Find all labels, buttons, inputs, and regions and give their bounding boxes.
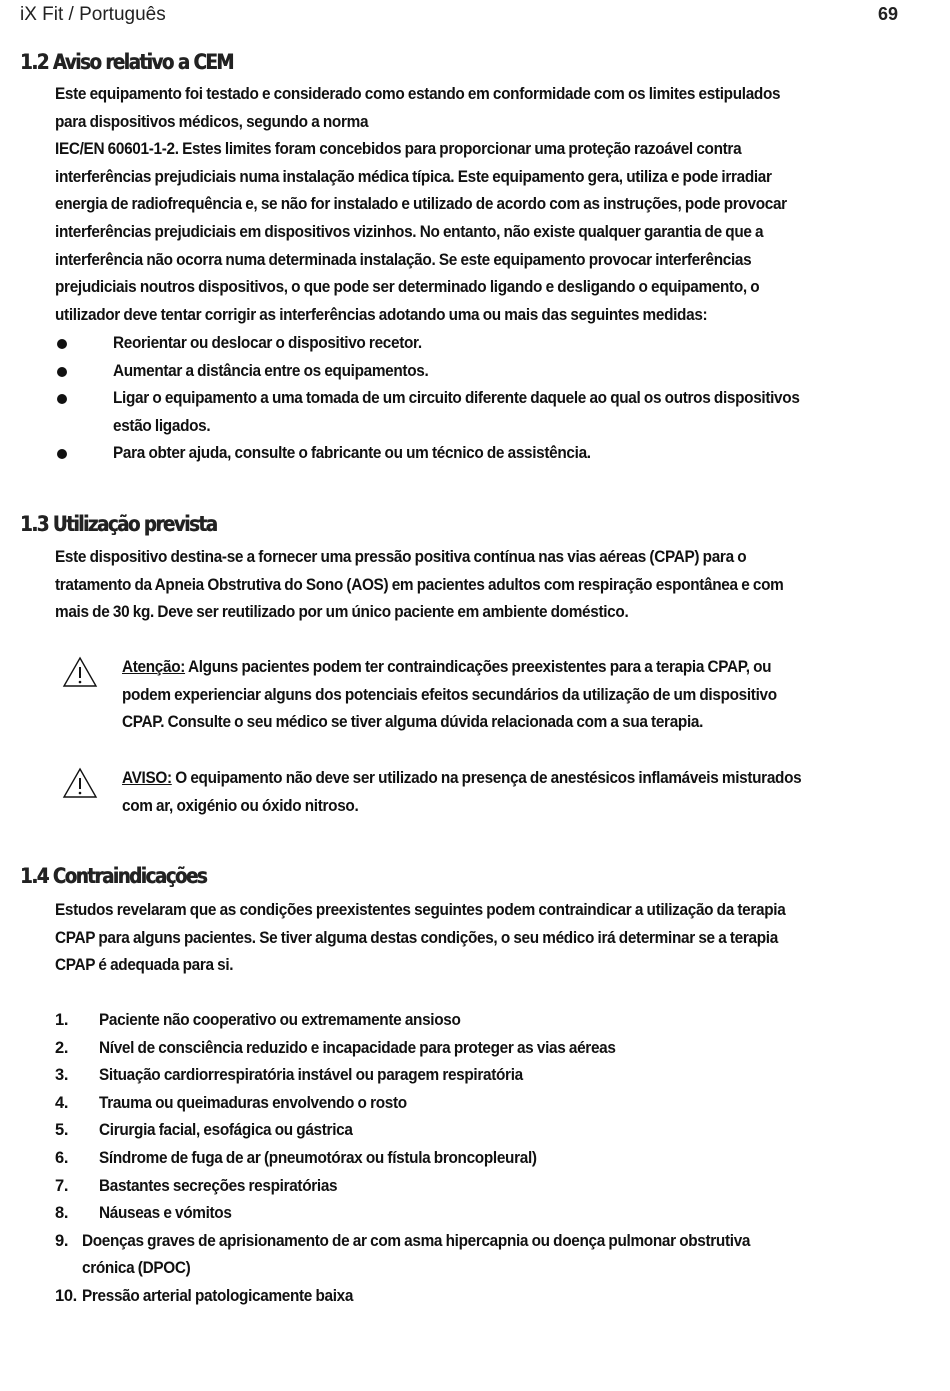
bullet-icon (57, 449, 67, 459)
list-item (55, 1173, 915, 1201)
note-line (122, 765, 866, 793)
paragraph-line: para dispositivos médicos, segundo a norma (55, 112, 369, 131)
list-item (55, 385, 915, 440)
warning-triangle-icon (62, 656, 98, 688)
header-title: iX Fit / Português (20, 4, 166, 25)
list-number: 3. (55, 1066, 69, 1085)
list-item-text: Pressão arterial patologicamente baixa (82, 1286, 354, 1305)
list-number: 6. (55, 1148, 69, 1167)
note-text: O equipamento não deve ser utilizado na presença de anestésicos inflamáveis misturados (175, 769, 802, 787)
paragraph-line: tratamento da Apneia Obstrutiva do Sono (AOS) em pacientes adultos com respiração espontânea e com (55, 575, 784, 594)
list-item (55, 358, 915, 386)
list-item-text: Cirurgia facial, esofágica ou gástrica (99, 1121, 353, 1140)
caution-text (122, 654, 922, 737)
list-number: 5. (55, 1121, 69, 1140)
list-item (55, 1200, 915, 1228)
list-item (55, 440, 915, 468)
list-number: 9. (55, 1231, 69, 1250)
list-item-text: Síndrome de fuga de ar (pneumotórax ou fístula broncopleural) (99, 1148, 537, 1167)
note-line: com ar, oxigénio ou óxido nitroso. (122, 796, 359, 815)
list-item-text: Paciente não cooperativo ou extremamente ansioso (99, 1011, 461, 1029)
list-number: 4. (55, 1093, 69, 1112)
paragraph-line: CPAP para alguns pacientes. Se tiver alguma destas condições, o seu médico irá determinar se a terapia (55, 928, 778, 947)
section-title-contraindications: 1.4 Contraindicações (20, 864, 207, 888)
page-header (20, 4, 898, 28)
list-item-text: crónica (DPOC) (82, 1259, 191, 1278)
list-item-text: Ligar o equipamento a uma tomada de um circuito diferente daquele ao qual os outros dispositivos (113, 389, 800, 408)
list-item-text: Para obter ajuda, consulte o fabricante ou um técnico de assistência. (113, 444, 591, 463)
bullet-icon (57, 367, 67, 377)
list-number: 10. (55, 1286, 77, 1305)
list-item (55, 1035, 915, 1063)
paragraph-line: IEC/EN 60601-1-2. Estes limites foram concebidos para proporcionar uma proteção razoável contra (55, 140, 742, 159)
section-title-intended-use: 1.3 Utilização prevista (20, 512, 217, 536)
list-item-text: Aumentar a distância entre os equipamentos. (113, 361, 429, 380)
list-number: 8. (55, 1204, 69, 1223)
note-line: CPAP. Consulte o seu médico se tiver alguma dúvida relacionada com a sua terapia. (122, 713, 704, 732)
contraindications-list (55, 1007, 915, 1311)
list-item (55, 330, 915, 358)
list-item (55, 1145, 915, 1173)
paragraph-line: interferências prejudiciais em dispositivos vizinhos. No entanto, não existe qualquer garantia de que a (55, 222, 764, 241)
caution-label: Atenção: (122, 658, 186, 676)
list-item (55, 1090, 915, 1118)
paragraph-line: CPAP é adequada para si. (55, 956, 234, 975)
list-item-text: Reorientar ou deslocar o dispositivo recetor. (113, 334, 422, 352)
emc-notice-paragraph (55, 81, 915, 329)
list-number: 2. (55, 1038, 69, 1057)
list-item (55, 1228, 915, 1283)
warning-text (122, 765, 922, 820)
list-item-text: Náuseas e vómitos (99, 1204, 232, 1223)
contraindications-paragraph (55, 897, 915, 980)
warning-label: AVISO: (122, 769, 172, 787)
paragraph-line: interferência não ocorra numa determinada instalação. Se este equipamento provocar interferências (55, 250, 752, 269)
paragraph-line: mais de 30 kg. Deve ser reutilizado por um único paciente em ambiente doméstico. (55, 603, 629, 622)
paragraph-line: Estudos revelaram que as condições preexistentes seguintes podem contraindicar a utilização da terapia (55, 901, 786, 919)
note-text: Alguns pacientes podem ter contraindicações preexistentes para a terapia CPAP, ou (187, 658, 772, 676)
section-title-emc-notice: 1.2 Aviso relativo a CEM (20, 50, 233, 74)
note-line: podem experienciar alguns dos potenciais efeitos secundários da utilização de um dispositivo (122, 685, 777, 704)
list-item-text: Bastantes secreções respiratórias (99, 1176, 338, 1195)
list-item-text: Doenças graves de aprisionamento de ar com asma hipercapnia ou doença pulmonar obstrutiva (82, 1231, 751, 1250)
bullet-icon (57, 394, 67, 404)
paragraph-line: energia de radiofrequência e, se não for instalado e utilizado de acordo com as instruções, pode provocar (55, 195, 787, 214)
paragraph-line: interferências prejudiciais numa instalação médica típica. Este equipamento gera, utiliza e pode irradiar (55, 167, 772, 186)
list-number: 1. (55, 1011, 69, 1029)
paragraph-line: utilizador deve tentar corrigir as interferências adotando uma ou mais das seguintes medidas: (55, 305, 708, 324)
paragraph-line: Este equipamento foi testado e considerado como estando em conformidade com os limites estipulados (55, 85, 781, 103)
note-line (122, 654, 866, 682)
list-item-text: Nível de consciência reduzido e incapacidade para proteger as vias aéreas (99, 1038, 616, 1057)
list-item (55, 1117, 915, 1145)
list-item (55, 1283, 915, 1311)
page-number: 69 (877, 4, 898, 24)
emc-measures-list (55, 330, 915, 468)
paragraph-line: prejudiciais noutros dispositivos, o que pode ser determinado ligando e desligando o equipamento, o (55, 278, 760, 297)
bullet-icon (57, 339, 67, 349)
list-item (55, 1062, 915, 1090)
list-item (55, 1007, 915, 1035)
paragraph-line: Este dispositivo destina-se a fornecer uma pressão positiva contínua nas vias aéreas (CPAP) para o (55, 548, 747, 566)
warning-triangle-icon (62, 767, 98, 799)
list-number: 7. (55, 1176, 69, 1195)
list-item-text: Situação cardiorrespiratória instável ou paragem respiratória (99, 1066, 523, 1085)
list-item-text: estão ligados. (113, 416, 211, 435)
list-item-text: Trauma ou queimaduras envolvendo o rosto (99, 1093, 407, 1112)
intended-use-paragraph (55, 544, 915, 627)
